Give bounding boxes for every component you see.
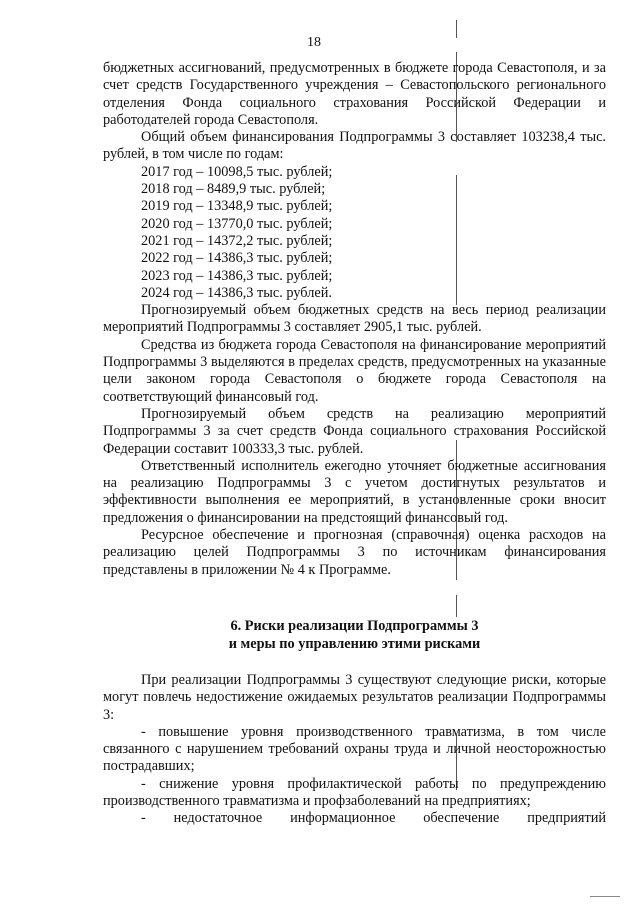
year-line: 2018 год – 8489,9 тыс. рублей; xyxy=(141,181,326,198)
year-line: 2019 год – 13348,9 тыс. рублей; xyxy=(141,198,333,215)
section-heading xyxy=(103,618,606,653)
body-text-top xyxy=(103,60,606,579)
body-text-risks xyxy=(103,672,606,828)
page-number: 18 xyxy=(307,35,321,50)
year-line: 2024 год – 14386,3 тыс. рублей. xyxy=(141,284,332,301)
year-line: 2022 год – 14386,3 тыс. рублей; xyxy=(141,250,333,267)
heading-line-1: 6. Риски реализации Подпрограммы 3 xyxy=(230,618,479,634)
scan-line xyxy=(456,595,457,617)
year-line: 2017 год – 10098,5 тыс. рублей; xyxy=(141,163,333,180)
risk-item: - недостаточное информационное обеспечение предприятий xyxy=(141,810,606,827)
paragraph: Ресурсное обеспечение и прогнозная (справочная) оценка расходов на реализацию целей Подпрограммы 3 по источникам финансирования представлены в приложении № 4 к Программе. xyxy=(103,527,606,578)
paragraph: Ответственный исполнитель ежегодно уточняет бюджетные ассигнования на реализацию Подпрограммы 3 с учетом достигнутых результатов и эффективности выполнения ее мероприятий, в установленные сроки вносит предложения о финансировании на предстоящий финансовый год. xyxy=(103,457,606,526)
paragraph: Прогнозируемый объем бюджетных средств на весь период реализации мероприятий Подпрограммы 3 составляет 2905,1 тыс. рублей. xyxy=(103,302,606,336)
risk-item: - снижение уровня профилактической работы по предупреждению производственного травматизма и профзаболеваний на предприятиях; xyxy=(103,775,606,810)
paragraph: Прогнозируемый объем средств на реализацию мероприятий Подпрограммы 3 за счет средств Фонда социального страхования Российской Федерации составит 100333,3 тыс. рублей. xyxy=(103,405,606,457)
year-line: 2023 год – 14386,3 тыс. рублей; xyxy=(141,267,333,284)
paragraph: бюджетных ассигнований, предусмотренных в бюджете города Севастополя, и за счет средств Государственного учреждения – Севастопольского регионального отделения Фонда социального страхования Российской Федерации и работодателей города Севастополя. xyxy=(103,60,606,128)
year-line: 2020 год – 13770,0 тыс. рублей; xyxy=(141,215,333,232)
paragraph: Общий объем финансирования Подпрограммы 3 составляет 103238,4 тыс. рублей, в том числе по годам: xyxy=(103,129,606,163)
scan-line xyxy=(456,20,457,38)
heading-line-2: и меры по управлению этими рисками xyxy=(228,635,481,652)
paragraph: Средства из бюджета города Севастополя на финансирование мероприятий Подпрограммы 3 выделяются в пределах средств, предусмотренных на указанные цели законом города Севастополя о бюджете города Севастополя на соответствующий финансовый год. xyxy=(103,336,606,405)
risk-item: - повышение уровня производственного травматизма, в том числе связанного с нарушением требований охраны труда и личной неосторожностью пострадавших; xyxy=(103,723,606,775)
scan-mark xyxy=(590,896,620,897)
paragraph: При реализации Подпрограммы 3 существуют следующие риски, которые могут повлечь недостижение ожидаемых результатов реализации Подпрограммы 3: xyxy=(103,672,606,723)
year-line: 2021 год – 14372,2 тыс. рублей; xyxy=(141,232,333,249)
